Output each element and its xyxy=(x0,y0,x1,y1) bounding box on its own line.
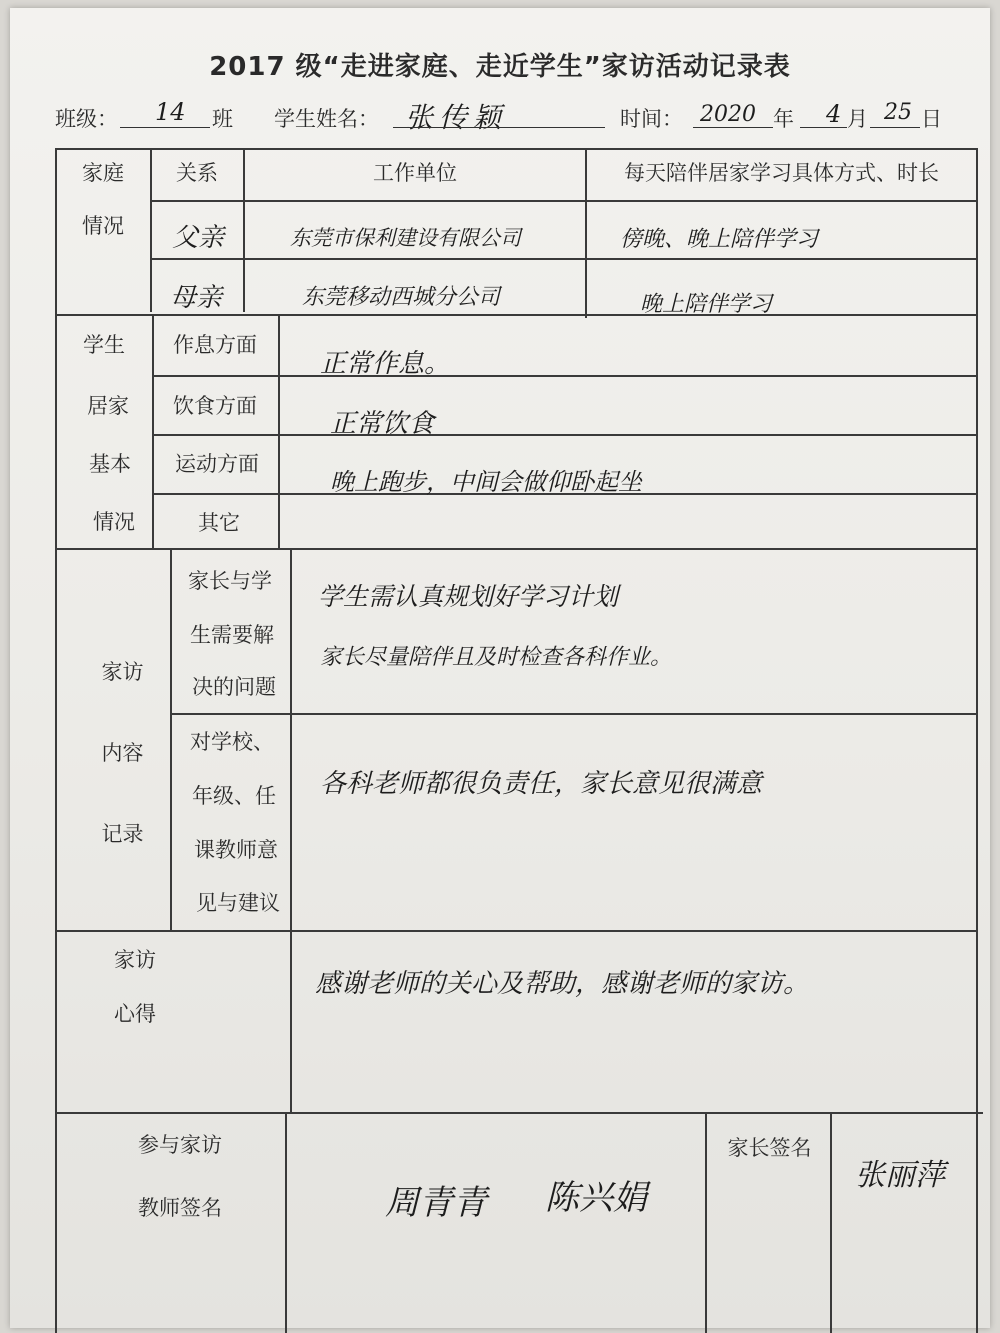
issues-label-2: 生需要解 xyxy=(190,623,274,647)
col-relation-header: 关系 xyxy=(176,161,218,185)
table-rule xyxy=(55,1112,983,1114)
class-value: 14 xyxy=(155,98,186,126)
month-suffix: 月 xyxy=(847,107,868,131)
reflection-label-2: 心得 xyxy=(114,1002,156,1026)
table-border-right xyxy=(976,148,978,1333)
table-rule xyxy=(55,548,976,550)
label-schedule: 作息方面 xyxy=(173,333,257,357)
home-section-label-2: 居家 xyxy=(87,394,129,418)
class-label: 班级： xyxy=(55,107,118,131)
parent-signature: 张丽萍 xyxy=(855,1158,945,1193)
table-rule xyxy=(152,434,976,436)
year-value: 2020 xyxy=(700,102,756,127)
table-rule xyxy=(285,1112,287,1333)
table-rule xyxy=(150,258,976,260)
year-underline xyxy=(693,127,773,128)
label-other: 其它 xyxy=(198,511,240,535)
parent-sign-label: 家长签名 xyxy=(727,1136,812,1160)
feedback-label-2: 年级、任 xyxy=(192,784,276,808)
issues-label-3: 决的问题 xyxy=(192,675,276,699)
label-diet: 饮食方面 xyxy=(173,394,257,418)
record-section-label-2: 内容 xyxy=(101,741,144,765)
home-section-label-4: 情况 xyxy=(93,510,135,534)
col-work-header: 工作单位 xyxy=(373,161,457,185)
col-method-header: 每天陪伴居家学习具体方式、时长 xyxy=(624,161,939,185)
method-father: 傍晚、晚上陪伴学习 xyxy=(620,227,819,252)
table-rule xyxy=(830,1112,832,1333)
value-exercise: 晚上跑步，中间会做仰卧起坐 xyxy=(330,468,642,496)
label-exercise: 运动方面 xyxy=(175,452,259,476)
table-rule xyxy=(150,200,976,202)
teacher-sign-label-1: 参与家访 xyxy=(138,1133,222,1157)
feedback-label-3: 课教师意 xyxy=(194,838,278,862)
record-section-label-3: 记录 xyxy=(101,822,144,846)
method-mother: 晚上陪伴学习 xyxy=(640,292,773,317)
student-name-label: 学生姓名： xyxy=(274,107,379,131)
record-section-label-1: 家访 xyxy=(101,660,144,684)
work-father: 东莞市保利建设有限公司 xyxy=(290,226,521,250)
teacher-sign-label-2: 教师签名 xyxy=(138,1196,222,1220)
relation-mother: 母亲 xyxy=(170,283,223,313)
student-name-underline xyxy=(393,127,605,128)
day-value: 25 xyxy=(884,100,912,125)
feedback-label-1: 对学校、 xyxy=(190,730,274,754)
family-section-label-1: 家庭 xyxy=(82,161,124,185)
teacher-signature-2: 陈兴娟 xyxy=(545,1178,647,1218)
day-suffix: 日 xyxy=(921,107,942,131)
issues-label-1: 家长与学 xyxy=(188,569,272,593)
table-rule xyxy=(55,314,976,316)
value-diet: 正常饮食 xyxy=(330,409,435,439)
year-suffix: 年 xyxy=(773,107,794,131)
family-section-label-2: 情况 xyxy=(82,214,124,238)
table-rule xyxy=(290,930,292,1112)
value-schedule: 正常作息。 xyxy=(320,349,451,379)
reflection-label-1: 家访 xyxy=(114,948,156,972)
teacher-signature-1: 周青青 xyxy=(385,1183,487,1223)
table-rule xyxy=(170,713,976,715)
table-border-top xyxy=(55,148,978,150)
home-section-label-1: 学生 xyxy=(83,333,125,357)
class-underline xyxy=(120,127,210,128)
feedback-label-4: 见与建议 xyxy=(196,891,280,915)
issues-line-1: 学生需认真规划好学习计划 xyxy=(318,582,619,611)
student-name-value: 张传颖 xyxy=(405,101,508,134)
time-label: 时间： xyxy=(620,107,683,131)
home-section-label-3: 基本 xyxy=(89,452,131,476)
form-title: 2017 级“走进家庭、走近学生”家访活动记录表 xyxy=(209,52,791,82)
table-rule xyxy=(55,930,976,932)
table-rule xyxy=(705,1112,707,1333)
day-underline xyxy=(870,127,920,128)
work-mother: 东莞移动西城分公司 xyxy=(302,285,501,310)
relation-father: 父亲 xyxy=(172,223,225,253)
table-border-left xyxy=(55,148,57,1333)
month-underline xyxy=(800,127,847,128)
table-rule xyxy=(152,375,976,377)
month-value: 4 xyxy=(826,100,842,128)
class-suffix: 班 xyxy=(212,107,233,131)
issues-line-2: 家长尽量陪伴且及时检查各科作业。 xyxy=(320,645,673,670)
feedback-value: 各科老师都很负责任，家长意见很满意 xyxy=(320,769,763,799)
reflection-value: 感谢老师的关心及帮助，感谢老师的家访。 xyxy=(315,969,810,999)
